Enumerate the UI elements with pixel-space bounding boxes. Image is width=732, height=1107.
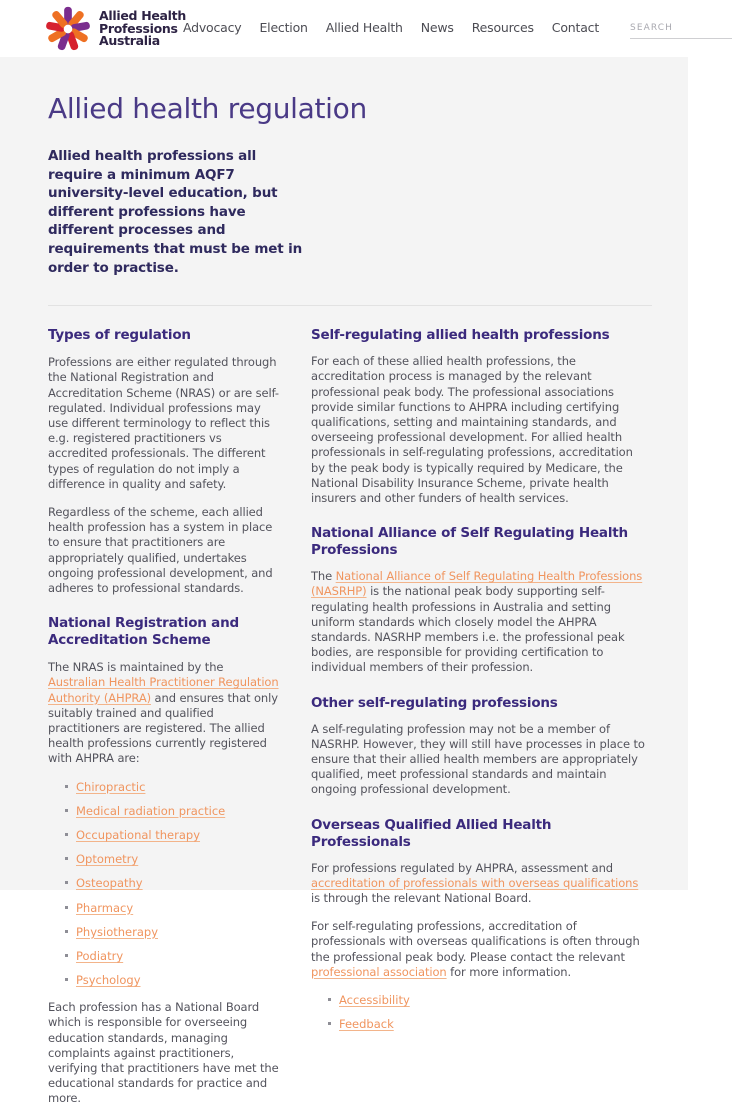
link-chiropractic[interactable]: Chiropractic <box>76 779 146 794</box>
nav-item-contact[interactable]: Contact <box>551 20 600 35</box>
page-lede: Allied health professions all require a minimum AQF7 university-level education, but different professions have different processes and requirements that must be met in order to practise. <box>48 148 303 276</box>
heading-other-self-regulating: Other self-regulating professions <box>311 694 558 711</box>
overseas-text-after: is through the relevant National Board. <box>311 891 532 906</box>
heading-self-regulating: Self-regulating allied health professions <box>311 327 610 344</box>
heading-types-of-regulation: Types of regulation <box>48 327 191 344</box>
link-accessibility[interactable]: Accessibility <box>339 993 410 1008</box>
link-osteopathy[interactable]: Osteopathy <box>76 876 143 891</box>
heading-national-alliance: National Alliance of Self Regulating Health Professions <box>311 525 628 559</box>
brand-line-1: Allied Health <box>99 8 186 24</box>
list-item <box>48 949 283 963</box>
nav-item-resources[interactable]: Resources <box>471 20 534 35</box>
brand-wordmark <box>99 9 186 48</box>
link-nasrhp[interactable]: National Alliance of Self Regulating Health Professions (NASRHP) <box>311 569 643 599</box>
pinwheel-logo-icon <box>44 5 92 53</box>
content-canvas <box>0 57 688 1106</box>
list-item <box>48 852 283 866</box>
nav-item-allied-health[interactable]: Allied Health <box>325 20 403 35</box>
link-physiotherapy[interactable]: Physiotherapy <box>76 924 159 939</box>
paragraph-nras-intro <box>48 660 283 766</box>
link-medical-radiation[interactable]: Medical radiation practice <box>76 803 226 818</box>
link-optometry[interactable]: Optometry <box>76 852 139 867</box>
list-item <box>48 925 283 939</box>
link-psychology[interactable]: Psychology <box>76 973 141 988</box>
link-professional-association[interactable]: professional association <box>311 964 447 979</box>
site-header <box>0 0 699 57</box>
page-title: Allied health regulation <box>48 92 367 125</box>
list-item <box>48 901 283 915</box>
link-occupational-therapy[interactable]: Occupational therapy <box>76 828 201 842</box>
search-input[interactable] <box>630 23 732 39</box>
list-item <box>48 828 283 842</box>
list-item <box>311 993 649 1007</box>
list-item <box>48 780 283 794</box>
paragraph-overseas-2 <box>311 919 649 980</box>
brand-line-3: Australia <box>99 33 160 49</box>
link-overseas-accreditation[interactable]: accreditation of professionals with overseas qualifications <box>311 875 639 890</box>
brand-logo[interactable] <box>44 5 186 53</box>
heading-nras: National Registration and Accreditation Scheme <box>48 615 239 649</box>
list-item <box>48 804 283 818</box>
brand-line-2: Professions <box>99 20 178 36</box>
nasrhp-text-before: The <box>311 569 336 584</box>
left-column <box>48 327 301 1106</box>
list-item <box>48 876 283 890</box>
list-item <box>311 1017 649 1031</box>
nasrhp-text-after: is the national peak body supporting self-regulating health professions in Australia and setting uniform standards which closely model the AHPRA standards. NASRHP members i.e. the professional peak bodies, are responsible for providing certification to individual members of their profession. <box>311 584 625 675</box>
footer-link-list <box>311 993 649 1031</box>
link-pharmacy[interactable]: Pharmacy <box>76 900 134 915</box>
profession-list <box>48 780 283 988</box>
link-feedback[interactable]: Feedback <box>339 1016 394 1031</box>
paragraph-other-self-regulating: A self-regulating profession may not be a member of NASRHP. However, they will still have processes in place to ensure that their allied health members are appropriately qualified, meet professional standards and maintain ongoing professional development. <box>311 721 645 797</box>
link-ahpra[interactable]: Australian Health Practitioner Regulation Authority (AHPRA) <box>48 675 279 705</box>
paragraph-overseas-1 <box>311 861 649 907</box>
nav-item-election[interactable]: Election <box>259 20 308 35</box>
overseas2-text-before: For self-regulating professions, accreditation of professionals with overseas qualifications is often through the professional peak body. Please contact the relevant <box>311 919 640 964</box>
search-container <box>630 15 732 41</box>
paragraph-self-regulating: For each of these allied health professions, the accreditation process is managed by the relevant professional peak body. The professional associations provide similar functions to AHPRA including certifying qualifications, setting and maintaining standards, and overseeing professional development. For allied health professionals in self-regulating professions, accreditation by the peak body is typically required by Medicare, the National Disability Insurance Scheme, private health insurers and other funders of health services. <box>311 354 633 505</box>
nras-text-before: The NRAS is maintained by the <box>48 660 224 675</box>
main-navigation <box>174 15 732 43</box>
paragraph-types-2: Regardless of the scheme, each allied health profession has a system in place to ensure that practitioners are appropriately qualified, undertakes ongoing professional development, and adheres to professional standards. <box>48 504 273 595</box>
nav-item-advocacy[interactable]: Advocacy <box>182 20 242 35</box>
paragraph-types-1: Professions are either regulated through the National Registration and Accreditation Scheme (NRAS) or are self-regulated. Individual professions may use different terminology to reflect this e.g. registered practitioners vs accredited professionals. The different types of regulation do not imply a difference in quality and safety. <box>48 355 279 491</box>
overseas-text-before: For professions regulated by AHPRA, assessment and <box>311 860 613 875</box>
nras-text-after: and ensures that only suitably trained and qualified practitioners are registered. The allied health professions currently registered with AHPRA are: <box>48 690 278 766</box>
list-item <box>48 973 283 987</box>
paragraph-national-board: Each profession has a National Board which is responsible for overseeing education standards, managing complaints against practitioners, verifying that practitioners have met the educational standards for practice and more. <box>48 1000 279 1106</box>
link-podiatry[interactable]: Podiatry <box>76 948 124 963</box>
paragraph-national-alliance <box>311 569 649 675</box>
nav-item-news[interactable]: News <box>420 20 454 35</box>
right-column <box>301 327 649 1106</box>
heading-overseas-qualified: Overseas Qualified Allied Health Professionals <box>311 816 552 850</box>
overseas2-text-after: for more information. <box>446 964 572 979</box>
content-columns <box>48 306 652 1106</box>
